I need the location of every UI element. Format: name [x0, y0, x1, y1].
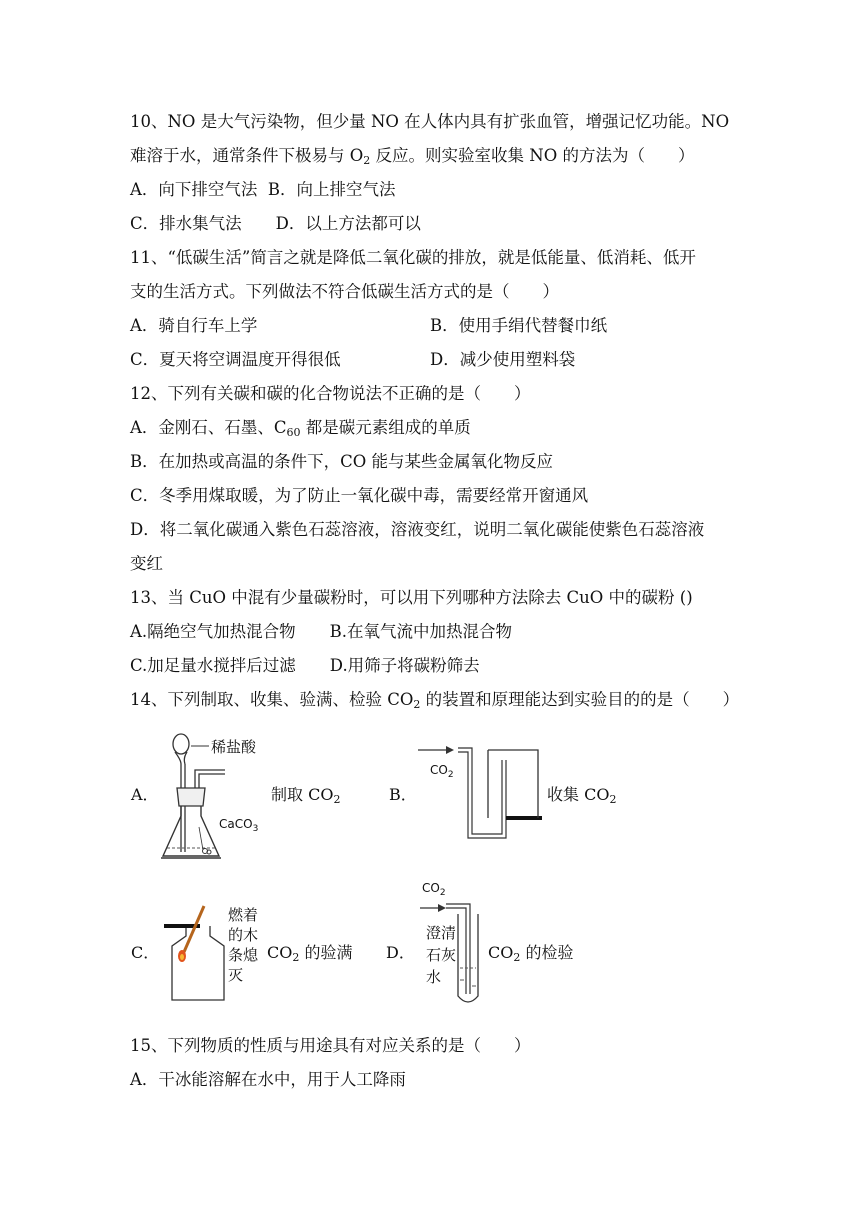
fig-d-label-line1: 澄清 [426, 924, 457, 942]
q10-option-a: A．向下排空气法 [130, 180, 258, 199]
q10-stem-line1: 10、NO 是大气污染物，但少量 NO 在人体内具有扩张血管，增强记忆功能。NO [130, 112, 730, 131]
q12-option-a-text: A．金刚石、石墨、C [130, 418, 287, 437]
q13-options-ab [130, 621, 512, 643]
fig-b-co2-label [430, 763, 454, 780]
q14-c-caption-co2: CO [267, 943, 293, 962]
q14-stem-tail: 的装置和原理能达到实验目的的是（ ） [420, 690, 740, 709]
q15-option-a: A．干冰能溶解在水中，用于人工降雨 [130, 1070, 406, 1089]
fig-a-caco3-text: CaCO [219, 817, 253, 831]
q14-c-caption-text: 的验满 [299, 943, 353, 962]
q10-option-d: D．以上方法都可以 [275, 214, 421, 233]
q14-stem [130, 689, 739, 716]
fig-d-co2-label [422, 881, 446, 898]
q11-options-cd [130, 349, 730, 371]
q14-d-caption-subscript: 2 [513, 951, 521, 964]
q13-option-b: B.在氧气流中加热混合物 [329, 622, 513, 641]
q13-option-d: D.用筛子将碳粉筛去 [329, 656, 480, 675]
fig-b-co2-subscript: 2 [447, 770, 454, 780]
q11-stem-line1: 11、“低碳生活”简言之就是降低二氧化碳的排放，就是低能量、低消耗、低开 [130, 248, 696, 267]
q10-o2-subscript: 2 [363, 154, 371, 167]
q14-a-caption-subscript: 2 [333, 793, 341, 806]
fig-b-co2-text: CO [430, 763, 448, 777]
fig-c-label-line4: 灭 [228, 966, 244, 984]
fig-d-co2-subscript: 2 [439, 888, 446, 898]
q10-stem-line2-text: 难溶于水，通常条件下极易与 O [130, 146, 364, 165]
q12-option-b: B．在加热或高温的条件下，CO 能与某些金属氧化物反应 [130, 452, 554, 471]
q12-option-c: C．冬季用煤取暖，为了防止一氧化碳中毒，需要经常开窗通风 [130, 486, 589, 505]
q11-options-ab [130, 315, 730, 337]
q12-stem: 12、下列有关碳和碳的化合物说法不正确的是（ ） [130, 384, 531, 403]
q13-option-a: A.隔绝空气加热混合物 [130, 622, 296, 641]
q13-option-c: C.加足量水搅拌后过滤 [130, 656, 296, 675]
q11-option-d: D．减少使用塑料袋 [430, 350, 576, 369]
q12-option-a-tail: 都是碳元素组成的单质 [300, 418, 471, 437]
figure-c-full-test [160, 898, 270, 1008]
q11-option-c: C．夏天将空调温度开得很低 [130, 350, 341, 369]
q14-d-caption-co2: CO [488, 943, 514, 962]
q10-option-c: C．排水集气法 [130, 214, 242, 233]
q12-option-d-line2: 变红 [130, 554, 163, 573]
q14-a-caption-text: 制取 CO [271, 785, 334, 804]
q14-option-b-letter: B． [389, 785, 417, 804]
q12-option-d-line1: D．将二氧化碳通入紫色石蕊溶液，溶液变红，说明二氧化碳能使紫色石蕊溶液 [130, 520, 705, 539]
q11-stem-line2: 支的生活方式。下列做法不符合低碳生活方式的是（ ） [130, 282, 559, 301]
q14-b-caption-subscript: 2 [609, 793, 617, 806]
q14-option-d-letter: D． [386, 943, 415, 962]
figure-b-collection [410, 740, 550, 840]
q10-stem-line2 [130, 145, 694, 172]
q14-option-d-caption [488, 940, 573, 964]
q14-option-c-letter: C． [131, 943, 160, 962]
q10-options-cd [130, 213, 421, 235]
q11-option-a: A．骑自行车上学 [130, 316, 258, 335]
q13-options-cd [130, 655, 480, 677]
q14-option-a-caption [271, 782, 340, 806]
fig-a-caco3-label [219, 817, 258, 834]
q13-stem: 13、当 CuO 中混有少量碳粉时，可以用下列哪种方法除去 CuO 中的碳粉 () [130, 588, 693, 607]
q14-stem-text: 14、下列制取、收集、验满、检验 CO [130, 690, 414, 709]
fig-c-label-line1: 燃着 [228, 906, 259, 924]
q12-option-a [130, 417, 471, 444]
figure-a-generator [155, 724, 275, 864]
q14-option-a-letter: A． [131, 785, 159, 804]
figure-d-test [418, 876, 488, 1010]
fig-c-label-line2: 的木 [228, 926, 259, 944]
fig-d-co2-text: CO [422, 881, 440, 895]
q10-option-b: B．向上排空气法 [267, 180, 396, 199]
q10-options-ab [130, 179, 396, 201]
q10-stem-line2-tail: 反应。则实验室收集 NO 的方法为（ ） [370, 146, 695, 165]
fig-c-label-line3: 条熄 [228, 946, 259, 964]
q14-b-caption-text: 收集 CO [547, 785, 610, 804]
q15-stem: 15、下列物质的性质与用途具有对应关系的是（ ） [130, 1036, 531, 1055]
q14-d-caption-text: 的检验 [520, 943, 574, 962]
q14-option-c-caption [267, 940, 352, 964]
q14-c-caption-subscript: 2 [292, 951, 300, 964]
fig-d-label-line2: 石灰 [426, 946, 457, 964]
fig-a-acid-label: 稀盐酸 [211, 738, 257, 756]
q11-option-b: B．使用手绢代替餐巾纸 [430, 316, 608, 335]
fig-d-label-line3: 水 [426, 968, 442, 986]
q12-c60-subscript: 60 [286, 426, 301, 439]
fig-a-caco3-subscript: 3 [252, 824, 259, 834]
q14-option-b-caption [547, 782, 616, 806]
q14-co2-subscript: 2 [413, 698, 421, 711]
